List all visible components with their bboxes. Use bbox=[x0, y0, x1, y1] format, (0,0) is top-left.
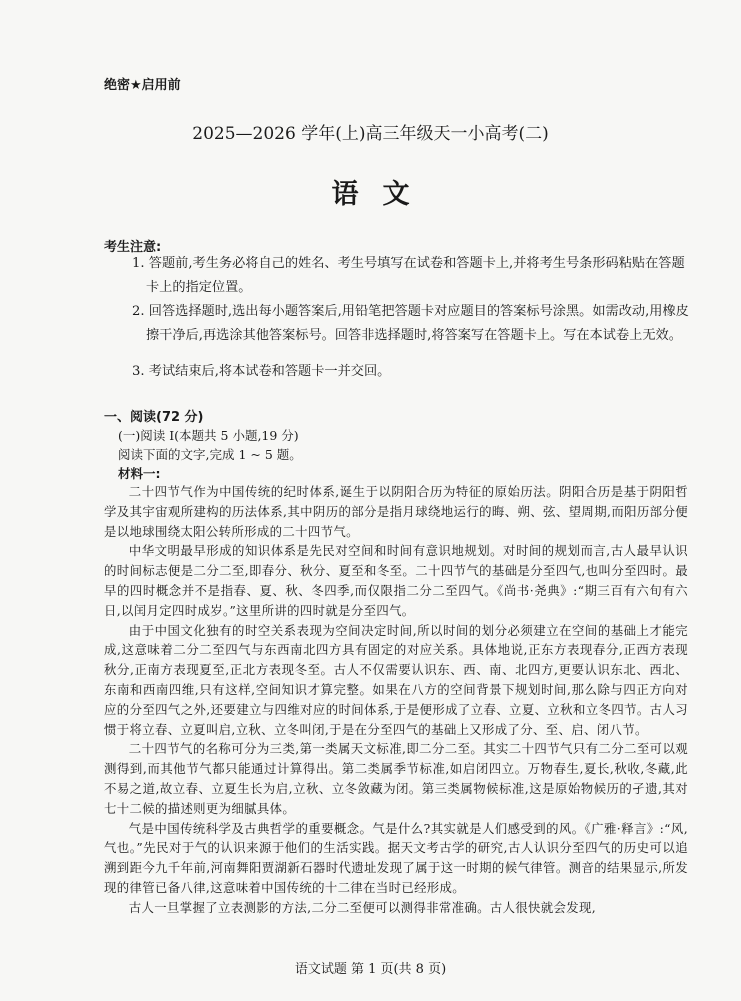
subject-title: 语文 bbox=[331, 179, 434, 210]
page-footer: 语文试题 第 1 页(共 8 页) bbox=[294, 962, 447, 977]
notice-item-2 bbox=[132, 300, 692, 348]
notice-item-3 bbox=[132, 360, 692, 384]
subsection-heading: (一)阅读 I(本题共 5 小题,19 分) bbox=[118, 428, 299, 443]
notice-heading: 考生注意: bbox=[104, 240, 162, 255]
notice-item-text: 3. 考试结束后,将本试卷和答题卡一并交回。 bbox=[132, 364, 391, 379]
secret-mark: 绝密★启用前 bbox=[104, 78, 181, 93]
passage-paragraph: 二十四节气作为中国传统的纪时体系,诞生于以阴阳合历为特征的原始历法。阴阳合历是基于阴阳哲学及其宇宙观所建构的历法体系,其中阴历的部分是指月球绕地运行的晦、朔、弦、望周期,而阳历部分便是以地球围绕太阳公转所形成的二十四节气。 bbox=[104, 484, 688, 539]
passage-paragraph: 气是中国传统科学及古典哲学的重要概念。气是什么?其实就是人们感受到的风。《广雅·释言》:“风,气也。”先民对于气的认识来源于他们的生活实践。据天文考古学的研究,古人认识分至四气的历史可以追溯到距今九千年前,河南舞阳贾湖新石器时代遗址发现了属于这一时期的候气律管。测音的结果显示,所发现的律管已备八律,这意味着中国传统的十二律在当时已经形成。 bbox=[104, 820, 688, 895]
notice-item-text: 2. 回答选择题时,选出每小题答案后,用铅笔把答题卡对应题目的答案标号涂黑。如需改动,用橡皮擦干净后,再选涂其他答案标号。回答非选择题时,将答案写在答题卡上。写在本试卷上无效。 bbox=[132, 304, 689, 343]
notice-item-text: 1. 答题前,考生务必将自己的姓名、考生号填写在试卷和答题卡上,并将考生号条形码粘贴在答题卡上的指定位置。 bbox=[132, 256, 685, 295]
passage-paragraph: 中华文明最早形成的知识体系是先民对空间和时间有意识地规划。对时间的规划而言,古人最早认识的时间标志便是二分二至,即春分、秋分、夏至和冬至。二十四节气的基础是分至四气,也叫分至四时。最早的四时概念并不是指春、夏、秋、冬四季,而仅限指二分二至四气。《尚书·尧典》:“期三百有六旬有六日,以闰月定四时成岁。”这里所讲的四时就是分至四气。 bbox=[104, 543, 688, 618]
reading-instruction: 阅读下面的文字,完成 1 ~ 5 题。 bbox=[118, 447, 302, 462]
reading-passage bbox=[104, 482, 688, 918]
passage-paragraph: 二十四节气的名称可分为三类,第一类属天文标准,即二分二至。其实二十四节气只有二分二至可以观测得到,而其他节气都只能通过计算得出。第二类属季节标准,如启闭四立。万物春生,夏长,秋收,冬藏,此不易之道,故立春、立夏生长为启,立秋、立冬敛藏为闭。第三类属物候标准,这是原始物候历的孑遗,其对七十二候的描述则更为细腻具体。 bbox=[104, 741, 688, 816]
exam-title: 2025—2026 学年(上)高三年级天一小高考(二) bbox=[192, 124, 549, 144]
section-heading: 一、阅读(72 分) bbox=[104, 410, 204, 425]
notice-item-1 bbox=[132, 252, 692, 300]
passage-paragraph: 由于中国文化独有的时空关系表现为空间决定时间,所以时间的划分必须建立在空间的基础上才能完成,这意味着二分二至四气与东西南北四方具有固定的对应关系。具体地说,正东方表现春分,正西方表现秋分,正南方表现夏至,正北方表现冬至。古人不仅需要认识东、西、南、北四方,更要认识东北、西北、东南和西南四维,只有这样,空间知识才算完整。如果在八方的空间背景下规划时间,那么除与四正方向对应的分至四气之外,还要建立与四维对应的时间体系,于是便形成了立春、立夏、立秋和立冬四节。古人习惯于将立春、立夏叫启,立秋、立冬叫闭,于是在分至四气的基础上又形成了分、至、启、闭八节。 bbox=[104, 622, 688, 737]
material-label: 材料一: bbox=[118, 466, 161, 481]
passage-paragraph: 古人一旦掌握了立表测影的方法,二分二至便可以测得非常准确。古人很快就会发现, bbox=[128, 899, 597, 915]
